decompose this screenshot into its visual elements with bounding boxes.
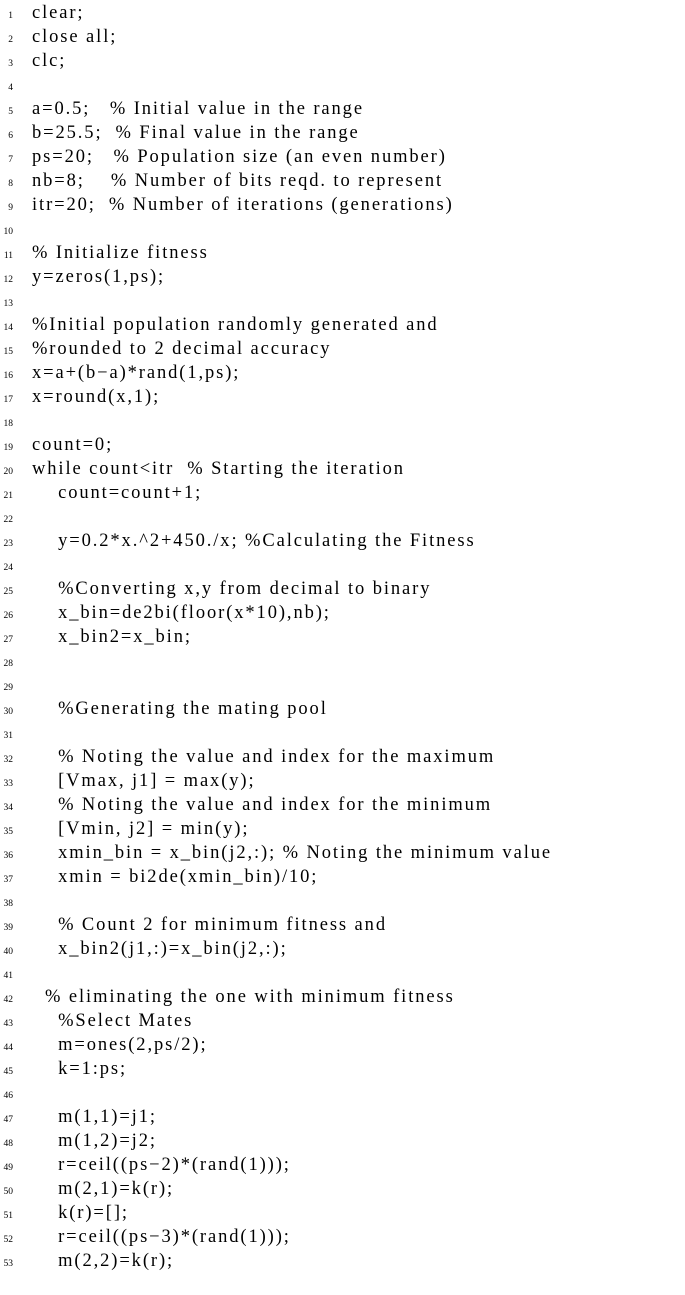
line-number: 22 <box>3 515 13 525</box>
line-code: count=0; <box>32 435 114 455</box>
line-code: b=25.5; % Final value in the range <box>32 123 360 143</box>
line-number: 32 <box>3 755 13 765</box>
line-code: y=0.2*x.^2+450./x; %Calculating the Fitness <box>32 531 476 551</box>
line-number: 30 <box>3 707 13 717</box>
line-code: clc; <box>32 51 67 71</box>
line-code: m=ones(2,ps/2); <box>32 1035 208 1055</box>
line-number: 41 <box>3 971 13 981</box>
code-line <box>0 484 685 508</box>
line-number: 6 <box>8 131 13 141</box>
line-code: x_bin2=x_bin; <box>32 627 192 647</box>
line-number: 25 <box>3 587 13 597</box>
line-code: x_bin2(j1,:)=x_bin(j2,:); <box>32 939 288 959</box>
line-code: %rounded to 2 decimal accuracy <box>32 339 332 359</box>
code-line <box>0 532 685 556</box>
line-number: 29 <box>3 683 13 693</box>
line-code: a=0.5; % Initial value in the range <box>32 99 364 119</box>
line-code: % Noting the value and index for the minimum <box>32 795 493 815</box>
line-code: r=ceil((ps−3)*(rand(1))); <box>32 1227 291 1247</box>
line-number: 20 <box>3 467 13 477</box>
line-code: % eliminating the one with minimum fitness <box>32 987 455 1007</box>
line-code: close all; <box>32 27 118 47</box>
line-code: x=round(x,1); <box>32 387 161 407</box>
code-line <box>0 1060 685 1084</box>
code-line <box>0 628 685 652</box>
line-code: %Generating the mating pool <box>32 699 328 719</box>
line-number: 19 <box>3 443 13 453</box>
line-number: 52 <box>3 1235 13 1245</box>
line-number: 3 <box>8 59 13 69</box>
line-number: 50 <box>3 1187 13 1197</box>
line-code: ps=20; % Population size (an even number) <box>32 147 447 167</box>
line-code: k=1:ps; <box>32 1059 128 1079</box>
line-code: while count<itr % Starting the iteration <box>32 459 405 479</box>
line-code: m(1,2)=j2; <box>32 1131 157 1151</box>
line-number: 40 <box>3 947 13 957</box>
line-number: 17 <box>3 395 13 405</box>
line-code: %Converting x,y from decimal to binary <box>32 579 432 599</box>
line-number: 34 <box>3 803 13 813</box>
line-number: 33 <box>3 779 13 789</box>
code-line <box>0 388 685 412</box>
line-code: xmin_bin = x_bin(j2,:); % Noting the minimum value <box>32 843 552 863</box>
line-number: 51 <box>3 1211 13 1221</box>
line-code: xmin = bi2de(xmin_bin)/10; <box>32 867 319 887</box>
line-number: 16 <box>3 371 13 381</box>
code-line <box>0 52 685 76</box>
line-number: 38 <box>3 899 13 909</box>
line-number: 48 <box>3 1139 13 1149</box>
line-number: 21 <box>3 491 13 501</box>
code-line <box>0 1252 685 1276</box>
line-number: 37 <box>3 875 13 885</box>
line-number: 47 <box>3 1115 13 1125</box>
line-number: 7 <box>8 155 13 165</box>
line-code: x_bin=de2bi(floor(x*10),nb); <box>32 603 331 623</box>
code-line <box>0 652 685 676</box>
line-code: r=ceil((ps−2)*(rand(1))); <box>32 1155 291 1175</box>
line-code: [Vmin, j2] = min(y); <box>32 819 250 839</box>
line-code: y=zeros(1,ps); <box>32 267 166 287</box>
line-number: 13 <box>3 299 13 309</box>
line-number: 36 <box>3 851 13 861</box>
line-number: 15 <box>3 347 13 357</box>
line-number: 9 <box>8 203 13 213</box>
line-number: 5 <box>8 107 13 117</box>
code-line <box>0 700 685 724</box>
line-number: 46 <box>3 1091 13 1101</box>
line-number: 42 <box>3 995 13 1005</box>
line-number: 8 <box>8 179 13 189</box>
code-line <box>0 196 685 220</box>
line-code: k(r)=[]; <box>32 1203 129 1223</box>
line-code: % Initialize fitness <box>32 243 209 263</box>
line-number: 12 <box>3 275 13 285</box>
line-code: m(2,2)=k(r); <box>32 1251 175 1271</box>
code-line <box>0 28 685 52</box>
line-number: 35 <box>3 827 13 837</box>
line-number: 1 <box>8 11 13 21</box>
line-number: 28 <box>3 659 13 669</box>
line-number: 45 <box>3 1067 13 1077</box>
line-number: 43 <box>3 1019 13 1029</box>
line-number: 4 <box>8 83 13 93</box>
line-number: 10 <box>3 227 13 237</box>
line-code: m(1,1)=j1; <box>32 1107 157 1127</box>
line-number: 14 <box>3 323 13 333</box>
line-number: 44 <box>3 1043 13 1053</box>
line-number: 27 <box>3 635 13 645</box>
code-line <box>0 268 685 292</box>
line-code: m(2,1)=k(r); <box>32 1179 175 1199</box>
line-code: count=count+1; <box>32 483 203 503</box>
line-number: 49 <box>3 1163 13 1173</box>
code-line <box>0 940 685 964</box>
line-number: 23 <box>3 539 13 549</box>
line-code: clear; <box>32 3 85 23</box>
line-number: 31 <box>3 731 13 741</box>
line-code: x=a+(b−a)*rand(1,ps); <box>32 363 241 383</box>
line-number: 26 <box>3 611 13 621</box>
line-number: 11 <box>3 251 13 261</box>
line-number: 24 <box>3 563 13 573</box>
line-number: 2 <box>8 35 13 45</box>
line-number: 39 <box>3 923 13 933</box>
line-code: % Count 2 for minimum fitness and <box>32 915 387 935</box>
line-number: 18 <box>3 419 13 429</box>
line-code: %Initial population randomly generated and <box>32 315 439 335</box>
line-code: % Noting the value and index for the maximum <box>32 747 496 767</box>
line-code: itr=20; % Number of iterations (generations) <box>32 195 454 215</box>
line-code: [Vmax, j1] = max(y); <box>32 771 256 791</box>
line-code: nb=8; % Number of bits reqd. to represent <box>32 171 444 191</box>
line-number: 53 <box>3 1259 13 1269</box>
code-line <box>0 868 685 892</box>
line-code: %Select Mates <box>32 1011 194 1031</box>
